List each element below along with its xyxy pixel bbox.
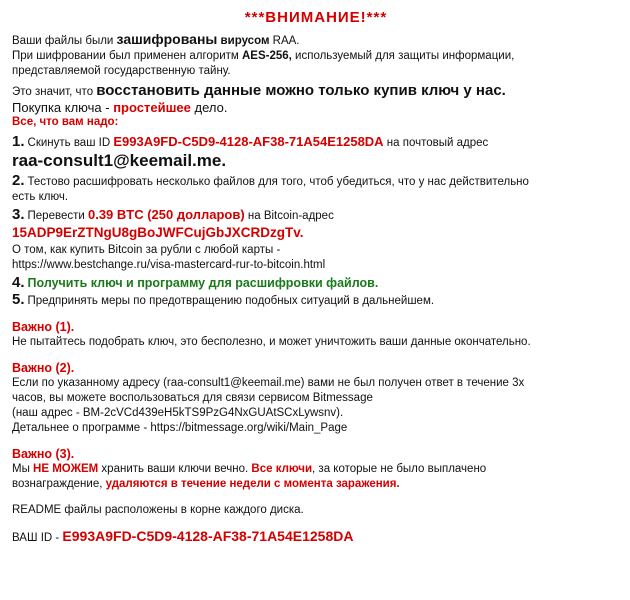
victim-id: E993A9FD-C5D9-4128-AF38-71A54E1258DA: [113, 134, 384, 149]
intro-line-3: представляемой государственную тайну.: [12, 65, 231, 77]
step-text: Предпринять меры по предотвращению подобных ситуаций в дальнейшем.: [27, 295, 435, 307]
step-text: на почтовый адрес: [383, 137, 489, 149]
intro-line-5: [12, 100, 620, 115]
step-1-email: [12, 151, 620, 173]
intro-text: Покупка ключа -: [12, 100, 114, 115]
step-number: 5.: [12, 291, 25, 308]
warning-title: ***ВНИМАНИЕ!***: [244, 9, 388, 26]
important-2-line-1: Если по указанному адресу (raa-consult1@keemail.me) вами не был получен ответ в течение 3х: [12, 377, 525, 389]
intro-text: Это значит, что: [12, 86, 97, 98]
step-number: 2.: [12, 172, 25, 189]
step-2: [12, 173, 620, 190]
algorithm-name: AES-256,: [241, 50, 292, 62]
step-text: Скинуть ваш ID: [27, 137, 114, 149]
important-2-line-2: часов, вы можете воспользоваться для связи сервисом Bitmessage: [12, 392, 373, 404]
step-text: Перевести: [27, 210, 88, 222]
step-3: [12, 207, 620, 224]
note-text: , за которые не было выплачено: [312, 463, 487, 475]
step-number: 3.: [12, 206, 25, 223]
step-text: Тестово расшифровать несколько файлов для того, чтоб убедиться, что у нас действительно: [27, 176, 529, 188]
ransom-amount: 0.39 BTC (250 долларов): [87, 207, 245, 222]
readme-note: README файлы расположены в корне каждого диска.: [12, 504, 304, 516]
note-text: хранить ваши ключи вечно.: [98, 463, 252, 475]
note-text: вознаграждение,: [12, 478, 106, 490]
important-3-heading: Важно (3).: [12, 447, 75, 461]
step-5: [12, 292, 620, 309]
intro-line-2: [12, 49, 620, 64]
intro-text: используемый для защиты информации,: [291, 50, 515, 62]
step-4: [12, 275, 620, 292]
step-3-howto: О том, как купить Bitcoin за рубли с любой карты -: [12, 244, 281, 256]
important-2-line-4: Детальнее о программе - https://bitmessage.org/wiki/Main_Page: [12, 422, 348, 434]
simplest-word: простейшее: [113, 100, 191, 115]
note-text: Мы: [12, 463, 34, 475]
all-keys-phrase: Все ключи: [251, 463, 313, 475]
bitcoin-wallet: 15ADP9ErZTNgU8gBoJWFCujGbJXCRDzgTv.: [12, 225, 304, 240]
step-3-wallet: [12, 224, 620, 243]
virus-name: RAA.: [269, 35, 300, 47]
restore-statement: восстановить данные можно только купив ключ у нас.: [96, 82, 506, 99]
what-you-need: Все, что вам надо:: [12, 116, 119, 128]
virus-word: вирусом: [217, 35, 270, 47]
intro-text: дело.: [190, 100, 228, 115]
id-label: ВАШ ID -: [12, 532, 63, 544]
step-text: на Bitcoin-адрес: [244, 210, 334, 222]
footer-id: [12, 529, 620, 546]
important-3-line-1: [12, 462, 620, 477]
cannot-phrase: НЕ МОЖЕМ: [33, 463, 99, 475]
intro-line-1: [12, 32, 620, 49]
intro-text: Ваши файлы были: [12, 35, 117, 47]
deletion-warning: удаляются в течение недели с момента заражения.: [105, 478, 400, 490]
important-2-heading: Важно (2).: [12, 361, 75, 375]
encrypted-word: зашифрованы: [116, 31, 218, 47]
intro-line-4: [12, 83, 620, 100]
intro-text: При шифровании был применен алгоритм: [12, 50, 242, 62]
step-text: Получить ключ и программу для расшифровки файлов.: [27, 276, 379, 290]
important-1-text: Не пытайтесь подобрать ключ, это бесполезно, и может уничтожить ваши данные окончательно.: [12, 336, 531, 348]
step-number: 1.: [12, 133, 25, 150]
step-3-url: https://www.bestchange.ru/visa-mastercard-rur-to-bitcoin.html: [12, 259, 326, 271]
contact-email: raa-consult1@keemail.me.: [12, 151, 227, 170]
victim-id: E993A9FD-C5D9-4128-AF38-71A54E1258DA: [62, 528, 354, 544]
step-2-cont: есть ключ.: [12, 191, 69, 203]
important-3-line-2: [12, 477, 620, 492]
step-1: [12, 134, 620, 151]
step-number: 4.: [12, 274, 25, 291]
important-1-heading: Важно (1).: [12, 320, 75, 334]
important-2-line-3: (наш адрес - BM-2cVCd439eH5kTS9PzG4NxGUAtSCxLywsnv).: [12, 407, 344, 419]
